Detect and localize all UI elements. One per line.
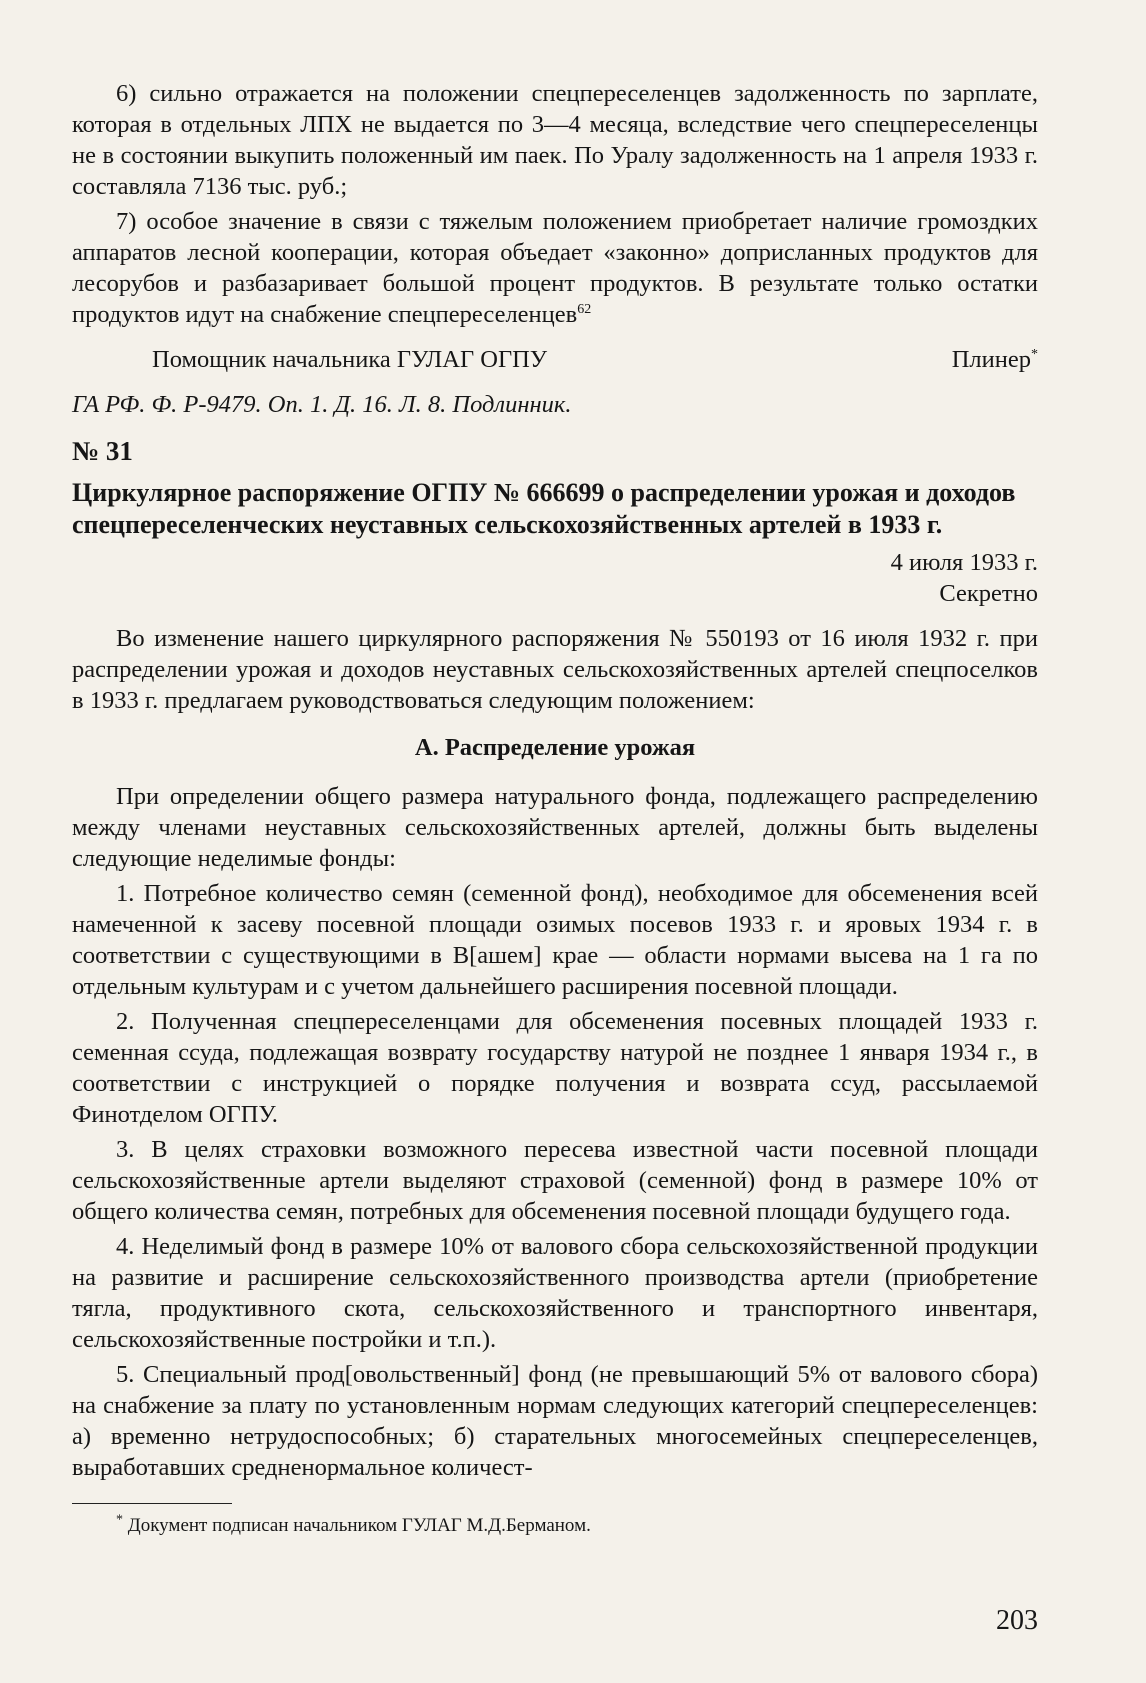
signature-mark: * (1031, 346, 1038, 362)
document-date: 4 июля 1933 г. (890, 549, 1038, 576)
signature-position: Помощник начальника ГУЛАГ ОГПУ (152, 346, 548, 373)
item-2: 2. Полученная спецпереселенцами для обсеменения посевных площадей 1933 г. семенная ссуда, подлежащая возврату государству натурой не позднее 1 января 1934 г., в соответствии с инструкцией о порядке получения и возврата ссуд, рассылаемой Финотделом ОГПУ. (72, 1008, 1038, 1128)
classification-stamp: Секретно (939, 580, 1038, 607)
item-1: 1. Потребное количество семян (семенной фонд), необходимое для обсеменения всей намеченной к засеву посевной площади озимых посевов 1933 г. и яровых 1934 г. в соответствии с существующими в В[ашем] крае — области нормами высева на 1 га по отдельным культурам и с учетом дальнейшего расширения посевной площади. (72, 880, 1038, 1000)
signature-name: Плинер (951, 346, 1031, 373)
paragraph-7 (72, 206, 1038, 330)
footnote-ref-62: 62 (577, 301, 592, 317)
footnote (72, 1514, 1038, 1538)
item-4: 4. Неделимый фонд в размере 10% от валового сбора сельскохозяйственной продукции на развитие и расширение сельскохозяйственного производства артели (приобретение тягла, продуктивного скота, сельскохозяйственного и транспортного инвентаря, сельскохозяйственные постройки и т.п.). (72, 1233, 1038, 1353)
item-3: 3. В целях страховки возможного пересева известной части посевной площади сельскохозяйственные артели выделяют страховой (семенной) фонд в размере 10% от общего количества семян, потребных для обсеменения посевной площади будущего года. (72, 1136, 1038, 1225)
footnote-text: Документ подписан начальником ГУЛАГ М.Д.Берманом. (127, 1515, 591, 1536)
section-heading: А. Распределение урожая (414, 734, 696, 761)
document-number: № 31 (72, 436, 133, 466)
footnote-mark: * (116, 1512, 123, 1528)
signature-name-wrap (952, 344, 1038, 375)
intro-paragraph: Во изменение нашего циркулярного распоряжения № 550193 от 16 июля 1932 г. при распределении урожая и доходов неуставных сельскохозяйственных артелей спецпоселков в 1933 г. предлагаем руководствоваться следующим положением: (72, 625, 1038, 714)
paragraph-7-text: 7) особое значение в связи с тяжелым положением приобретает наличие громоздких аппаратов лесной кооперации, которая объедает «законно» доприсланных продуктов для лесорубов и разбазаривает большой процент продуктов. В результате только остатки продуктов идут на снабжение спецпереселенцев (72, 208, 1038, 328)
paragraph-6: 6) сильно отражается на положении спецпереселенцев задолженность по зарплате, которая в отдельных ЛПХ не выдается по 3—4 месяца, вследствие чего спецпереселенцы не в состоянии выкупить положенный им паек. По Уралу задолженность на 1 апреля 1933 г. составляла 7136 тыс. руб.; (72, 80, 1038, 200)
archive-source: ГА РФ. Ф. Р-9479. Оп. 1. Д. 16. Л. 8. Подлинник. (72, 391, 572, 418)
footnote-divider (72, 1503, 232, 1504)
document-title: Циркулярное распоряжение ОГПУ № 666699 о распределении урожая и доходов спецпереселенческих неуставных сельскохозяйственных артелей в 1933 г. (72, 478, 1016, 539)
signature-line (72, 344, 1038, 375)
item-5: 5. Специальный прод[овольственный] фонд (не превышающий 5% от валового сбора) на снабжение за плату по установленным нормам следующих категорий спецпереселенцев: а) временно нетрудоспособных; б) старательных многосемейных спецпереселенцев, выработавших средненормальное количест- (72, 1361, 1038, 1481)
document-page (72, 78, 1038, 1538)
body-intro: При определении общего размера натурального фонда, подлежащего распределению между членами неуставных сельскохозяйственных артелей, должны быть выделены следующие неделимые фонды: (72, 783, 1038, 872)
page-number: 203 (996, 1605, 1038, 1636)
